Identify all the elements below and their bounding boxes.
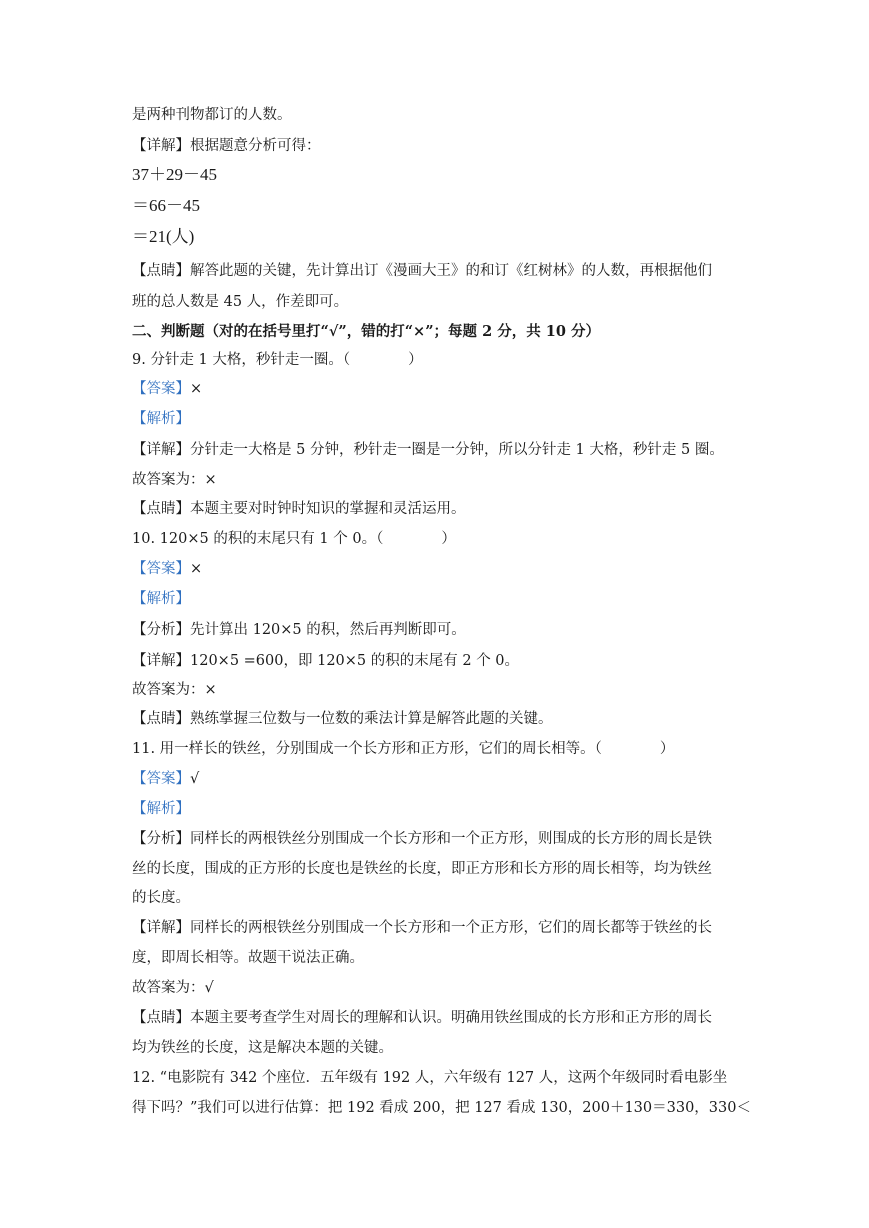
section-label: 【点睛】 — [132, 1010, 190, 1026]
text-line: 是两种刊物都订的人数。 — [132, 107, 292, 123]
text-line: 得下吗？”我们可以进行估算：把 192 看成 200，把 127 看成 130，200＋130＝330，330＜ — [132, 1100, 751, 1116]
section-label: 【点睛】 — [132, 263, 190, 279]
text-line: 丝的长度，围成的正方形的长度也是铁丝的长度，即正方形和长方形的周长相等，均为铁丝 — [132, 861, 712, 877]
section-label: 【分析】 — [132, 831, 190, 847]
answer-line: 【答案】× — [132, 561, 203, 577]
equation-line: ＝21(人) — [132, 227, 195, 246]
text-line: 【详解】120×5 =600，即 120×5 的积的末尾有 2 个 0。 — [132, 653, 520, 669]
equation-line: 37＋29－45 — [132, 165, 217, 184]
section-heading: 二、判断题（对的在括号里打“√”，错的打“×”；每题 2 分，共 10 分） — [132, 323, 600, 340]
text-line: 【点睛】熟练掌握三位数与一位数的乘法计算是解答此题的关键。 — [132, 711, 553, 727]
answer-label: 【答案】 — [132, 771, 190, 787]
answer-line: 【答案】√ — [132, 771, 200, 787]
section-label: 【详解】 — [132, 138, 190, 154]
question-line: 11. 用一样长的铁丝，分别围成一个长方形和正方形，它们的周长相等。（ ） — [132, 741, 675, 757]
text-line: 【点睛】解答此题的关键，先计算出订《漫画大王》的和订《红树林》的人数，再根据他们 — [132, 263, 712, 279]
section-label: 【分析】 — [132, 622, 190, 638]
analysis-label: 【解析】 — [132, 801, 190, 817]
text-line: 【分析】同样长的两根铁丝分别围成一个长方形和一个正方形，则围成的长方形的周长是铁 — [132, 831, 712, 847]
text-line: 【详解】分针走一大格是 5 分钟，秒针走一圈是一分钟，所以分针走 1 大格，秒针走 5 圈。 — [132, 442, 724, 458]
section-label: 【详解】 — [132, 920, 190, 936]
equation-line: ＝66－45 — [132, 196, 200, 215]
text-line: 均为铁丝的长度，这是解决本题的关键。 — [132, 1040, 393, 1056]
text-line: 故答案为：× — [132, 472, 217, 488]
answer-label: 【答案】 — [132, 561, 190, 577]
answer-line: 【答案】× — [132, 381, 203, 397]
text-line: 故答案为：× — [132, 682, 217, 698]
section-label: 【详解】 — [132, 653, 190, 669]
text-line: 班的总人数是 45 人，作差即可。 — [132, 294, 349, 310]
answer-label: 【答案】 — [132, 381, 190, 397]
question-line: 12. “电影院有 342 个座位．五年级有 192 人，六年级有 127 人，这两个年级同时看电影坐 — [132, 1070, 728, 1086]
question-line: 9. 分针走 1 大格，秒针走一圈。（ ） — [132, 352, 423, 368]
section-label: 【点睛】 — [132, 711, 190, 727]
question-line: 10. 120×5 的积的末尾只有 1 个 0。（ ） — [132, 531, 456, 547]
text-line: 【详解】根据题意分析可得： — [132, 138, 321, 154]
text-line: 【分析】先计算出 120×5 的积，然后再判断即可。 — [132, 622, 466, 638]
analysis-label: 【解析】 — [132, 591, 190, 607]
text-line: 度，即周长相等。故题干说法正确。 — [132, 950, 364, 966]
section-label: 【点睛】 — [132, 501, 190, 517]
text-line: 的长度。 — [132, 890, 190, 906]
text-line: 【点睛】本题主要对时钟时知识的掌握和灵活运用。 — [132, 501, 466, 517]
section-label: 【详解】 — [132, 442, 190, 458]
text-line: 【点睛】本题主要考查学生对周长的理解和认识。明确用铁丝围成的长方形和正方形的周长 — [132, 1010, 712, 1026]
text-line: 故答案为：√ — [132, 980, 214, 996]
analysis-label: 【解析】 — [132, 411, 190, 427]
text-line: 【详解】同样长的两根铁丝分别围成一个长方形和一个正方形，它们的周长都等于铁丝的长 — [132, 920, 712, 936]
